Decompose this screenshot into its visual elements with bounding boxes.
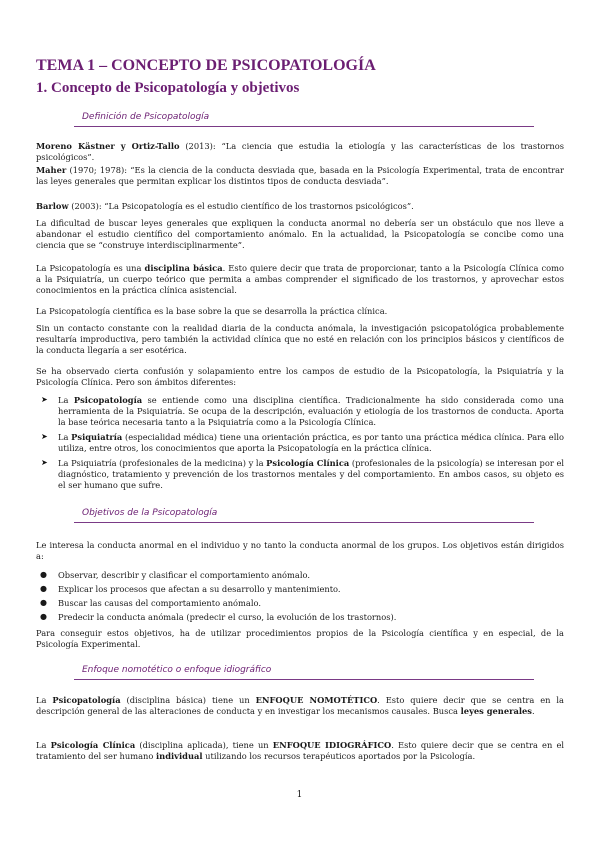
paragraph — [36, 263, 564, 295]
bold-term: Psiquiatría — [71, 432, 123, 442]
text: se entiende como una disciplina científica. Tradicionalmente ha sido considerada como una herramienta de la Psiquiatría. Se ocupa de la descripción, evaluación y etiología de los trastornos de conducta. Aporta la base teórica necesaria tanto a la Psiquiatría como a la Psicología Clínica. — [58, 395, 565, 427]
list-item-text: Buscar las causas del comportamiento anómalo. — [58, 598, 261, 608]
paragraph — [36, 695, 564, 717]
text: (disciplina aplicada), tiene un — [135, 740, 273, 750]
bullet-dot-icon: ● — [40, 612, 47, 621]
list-item — [40, 584, 341, 595]
text: (profesionales de la psicología) se interesan por el diagnóstico, tratamiento y prevención de los trastornos mentales y del comportamiento. En ambos casos, su objeto es el ser humano que sufre. — [58, 458, 565, 490]
bold-term: Psicología Clínica — [266, 458, 350, 468]
arrow-bullet-icon: ➤ — [41, 395, 48, 404]
list-item-text: Explicar los procesos que afectan a su desarrollo y mantenimiento. — [58, 584, 341, 594]
bold-term: Psicopatología — [73, 395, 143, 405]
author-name: Maher — [36, 165, 67, 175]
list-item — [40, 612, 397, 623]
definition-maher — [36, 165, 564, 187]
definition-text: (1970; 1978): “Es la ciencia de la conducta desviada que, basada en la Psicología Experimental, trata de encontrar las leyes generales que permitan explicar los distintos tipos de conducta desviada”. — [36, 165, 564, 186]
definition-text: (2003): “La Psicopatología es el estudio científico de los trastornos psicológicos”. — [68, 201, 414, 211]
bullet-dot-icon: ● — [40, 598, 47, 607]
list-item-text: Observar, describir y clasificar el comportamiento anómalo. — [58, 570, 310, 580]
bold-term: Psicopatología — [52, 695, 121, 705]
paragraph: Le interesa la conducta anormal en el individuo y no tanto la conducta anormal de los grupos. Los objetivos están dirigidos a: — [36, 540, 564, 561]
paragraph: Se ha observado cierta confusión y solapamiento entre los campos de estudio de la Psicopatología, la Psiquiatría y la Psicología Clínica. Pero son ámbitos diferentes: — [36, 366, 564, 387]
definition-moreno — [36, 141, 564, 163]
author-name: Barlow — [36, 201, 69, 211]
text: La — [58, 395, 74, 405]
list-item — [41, 458, 565, 490]
text: utilizando los recursos terapéuticos aportados por la Psicología. — [202, 750, 476, 761]
paragraph: Para conseguir estos objetivos, ha de utilizar procedimientos propios de la Psicología científica y en especial, de la Psicología Experimental. — [36, 628, 564, 649]
text: La Psicopatología es una — [36, 263, 145, 273]
text: La — [36, 740, 51, 750]
text: La — [58, 432, 72, 442]
list-item — [40, 598, 261, 609]
text: . — [531, 705, 535, 716]
document-title: TEMA 1 – CONCEPTO DE PSICOPATOLOGÍA — [36, 57, 376, 74]
list-item — [40, 570, 310, 581]
author-name: Moreno Kästner y Ortiz-Tallo — [36, 141, 180, 151]
page-number: 1 — [296, 790, 303, 800]
subsection-rule — [74, 679, 534, 680]
arrow-bullet-icon: ➤ — [41, 432, 48, 441]
subsection-definicion: Definición de Psicopatología — [82, 112, 210, 122]
bold-term: Psicología Clínica — [50, 740, 136, 750]
subsection-rule — [74, 126, 534, 127]
text: . Esto quiere decir que trata de proporcionar, tanto a la Psicología Clínica como a la Psiquiatría, un cuerpo teórico que permita a ambas comprender el significado de los trastornos, y aprovechar estos conocimientos en la práctica clínica asistencial. — [36, 263, 564, 295]
bullet-dot-icon: ● — [40, 584, 47, 593]
list-item-text: Predecir la conducta anómala (predecir el curso, la evolución de los trastornos). — [58, 612, 397, 622]
text: (disciplina básica) tiene un — [120, 695, 256, 705]
bold-term: disciplina básica — [144, 263, 223, 273]
list-item — [41, 432, 564, 454]
text: . Esto quiere decir que se centra en la descripción general de las alteraciones de conducta y en investigar los mecanismos causales. Busca — [36, 695, 564, 716]
text: (especialidad médica) tiene una orientación práctica, es por tanto una práctica médica clínica. Para ello utiliza, entre otros, los conocimientos que aporta la Psicopatología en la práctica clínica. — [58, 432, 564, 453]
bold-term: leyes generales — [460, 705, 532, 716]
bold-term: individual — [156, 750, 203, 761]
list-item — [41, 395, 565, 427]
subsection-enfoque: Enfoque nomotético o enfoque idiográfico — [82, 665, 272, 675]
paragraph — [36, 740, 564, 762]
bold-term: ENFOQUE NOMOTÉTICO — [255, 695, 378, 705]
arrow-bullet-icon: ➤ — [41, 458, 48, 467]
section-heading: 1. Concepto de Psicopatología y objetivos — [36, 80, 300, 96]
bullet-dot-icon: ● — [40, 570, 47, 579]
text: . Esto quiere decir que se centra en el tratamiento del ser humano — [36, 740, 565, 761]
definition-text: (2013): “La ciencia que estudia la etiología y las características de los trastornos psicológicos”. — [36, 141, 564, 162]
bold-term: ENFOQUE IDIOGRÁFICO — [272, 740, 392, 750]
definition-barlow — [36, 201, 564, 212]
subsection-objetivos: Objetivos de la Psicopatología — [82, 508, 218, 518]
paragraph: La dificultad de buscar leyes generales que expliquen la conducta anormal no debería ser un obstáculo que nos lleve a abandonar el estudio científico del comportamiento anómalo. En la actualidad, la Psicopatología se concibe como una ciencia que se “construye interdisciplinarmente”. — [36, 218, 564, 250]
subsection-rule — [74, 522, 534, 523]
text: La — [36, 695, 53, 705]
paragraph: La Psicopatología científica es la base sobre la que se desarrolla la práctica clínica. — [36, 306, 388, 316]
text: La Psiquiatría (profesionales de la medicina) y la — [58, 458, 267, 468]
paragraph: Sin un contacto constante con la realidad diaria de la conducta anómala, la investigación psicopatológica probablemente resultaría improductiva, pero también la actividad clínica que no esté en relación con los principios básicos y científicos de la conducta llegaría a ser esotérica. — [36, 323, 564, 355]
